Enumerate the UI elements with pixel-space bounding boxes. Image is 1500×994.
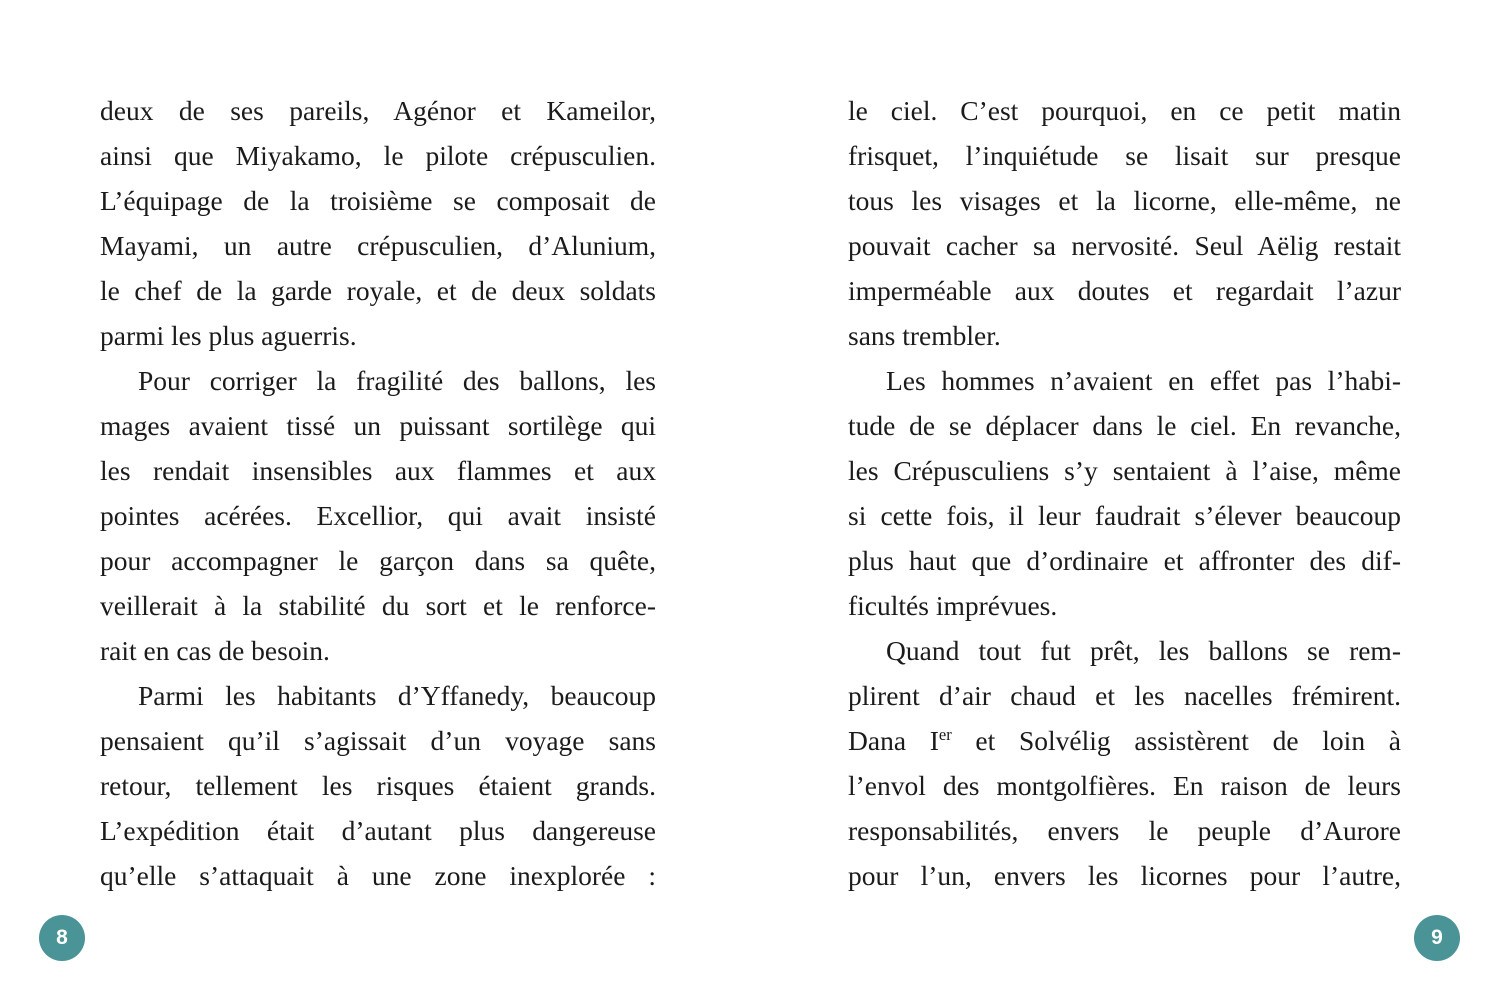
text-line: tude de se déplacer dans le ciel. En revanche, xyxy=(848,410,1401,441)
text-line: frisquet, l’inquiétude se lisait sur presque xyxy=(848,140,1401,171)
ordinal-superscript: er xyxy=(938,724,952,744)
text-line: L’expédition était d’autant plus dangereuse xyxy=(100,815,656,846)
page-number-badge-left: 8 xyxy=(39,915,85,961)
text-line: le ciel. C’est pourquoi, en ce petit matin xyxy=(848,95,1401,126)
text-line: mages avaient tissé un puissant sortilège qui xyxy=(100,410,656,441)
text-line: le chef de la garde royale, et de deux soldats xyxy=(100,275,656,306)
text-line: pensaient qu’il s’agissait d’un voyage sans xyxy=(100,725,656,756)
text-line: imperméable aux doutes et regardait l’azur xyxy=(848,275,1401,306)
text-line: tous les visages et la licorne, elle-même, ne xyxy=(848,185,1401,216)
text-line: ainsi que Miyakamo, le pilote crépusculien. xyxy=(100,140,656,171)
text-line: L’équipage de la troisième se composait de xyxy=(100,185,656,216)
text-segment: Dana I xyxy=(848,725,939,756)
text-line: responsabilités, envers le peuple d’Aurore xyxy=(848,815,1401,846)
text-line: Pour corriger la fragilité des ballons, les xyxy=(138,365,656,396)
text-line-with-superscript xyxy=(848,718,1401,763)
text-line: pour accompagner le garçon dans sa quête, xyxy=(100,545,656,576)
text-line: les rendait insensibles aux flammes et aux xyxy=(100,455,656,486)
text-line: Les hommes n’avaient en effet pas l’habi- xyxy=(886,365,1401,396)
text-line: si cette fois, il leur faudrait s’élever beaucoup xyxy=(848,500,1401,531)
text-segment: et Solvélig assistèrent de loin à xyxy=(951,725,1401,756)
text-line: l’envol des montgolfières. En raison de leurs xyxy=(848,770,1401,801)
text-line: Mayami, un autre crépusculien, d’Alunium, xyxy=(100,230,656,261)
text-line: Quand tout fut prêt, les ballons se rem- xyxy=(886,635,1401,666)
text-line: sans trembler. xyxy=(848,320,1001,351)
text-line: plus haut que d’ordinaire et affronter des dif- xyxy=(848,545,1401,576)
text-line: pour l’un, envers les licornes pour l’autre, xyxy=(848,860,1401,891)
right-page-text-column xyxy=(848,88,1401,898)
text-line: veillerait à la stabilité du sort et le renforce- xyxy=(100,590,656,621)
text-line: pouvait cacher sa nervosité. Seul Aëlig restait xyxy=(848,230,1401,261)
text-line: plirent d’air chaud et les nacelles frémirent. xyxy=(848,680,1401,711)
text-line: parmi les plus aguerris. xyxy=(100,320,357,351)
text-line: Parmi les habitants d’Yffanedy, beaucoup xyxy=(138,680,656,711)
left-page-text-column xyxy=(100,88,656,898)
text-line: pointes acérées. Excellior, qui avait insisté xyxy=(100,500,656,531)
text-line: deux de ses pareils, Agénor et Kameilor, xyxy=(100,95,656,126)
text-line: qu’elle s’attaquait à une zone inexplorée : xyxy=(100,860,656,891)
page-number-badge-right: 9 xyxy=(1414,915,1460,961)
text-line: les Crépusculiens s’y sentaient à l’aise, même xyxy=(848,455,1401,486)
text-line: rait en cas de besoin. xyxy=(100,635,330,666)
text-line: ficultés imprévues. xyxy=(848,590,1058,621)
text-line: retour, tellement les risques étaient grands. xyxy=(100,770,656,801)
